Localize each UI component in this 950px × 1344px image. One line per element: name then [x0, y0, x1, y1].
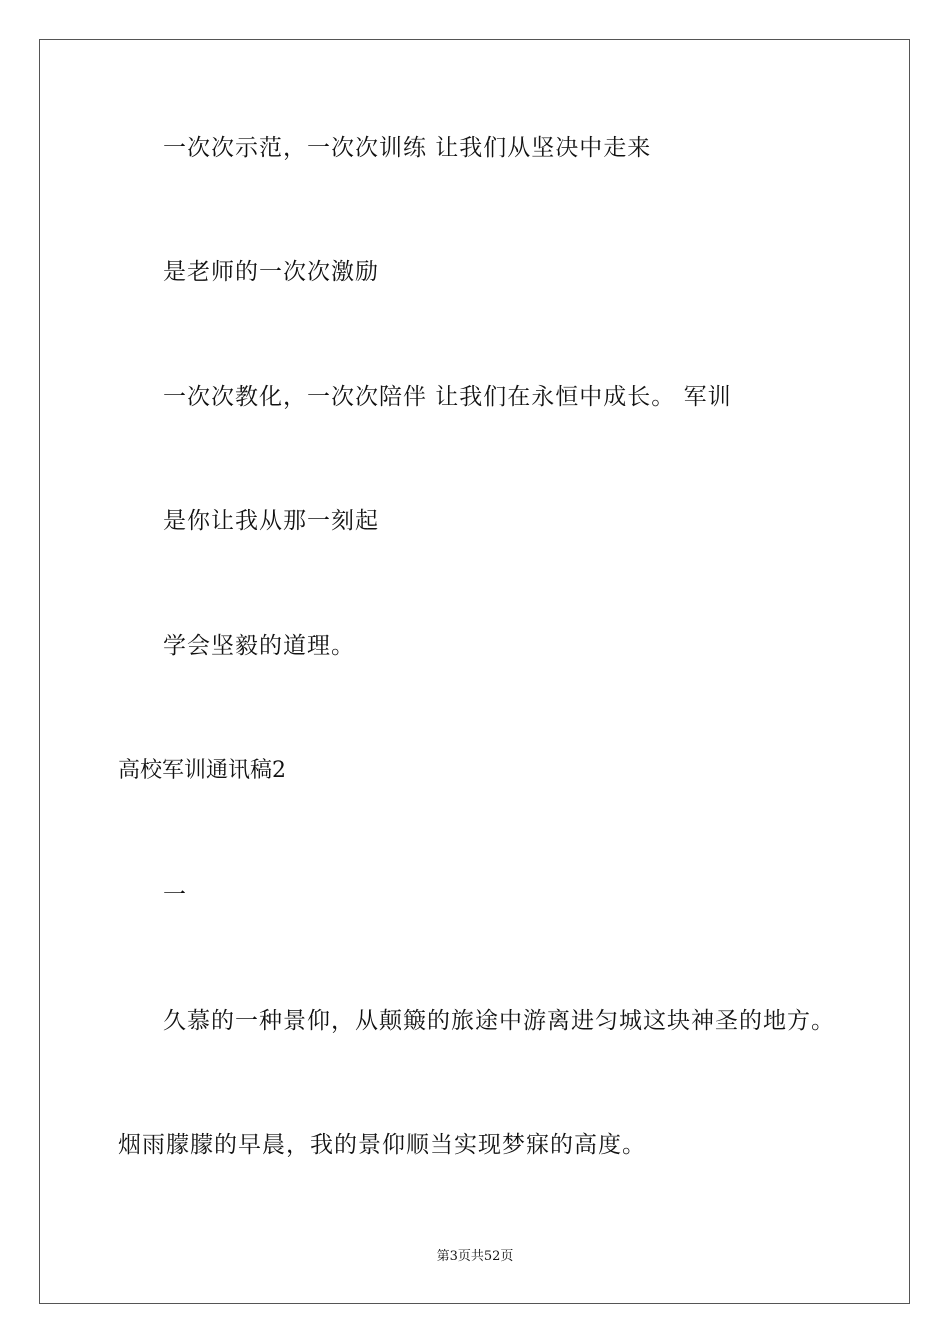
- body-line-9: 烟雨朦朦的早晨，我的景仰顺当实现梦寐的高度。: [118, 1132, 646, 1158]
- page-number: 第3页: [436, 1249, 471, 1264]
- body-line-7: 一: [163, 882, 187, 908]
- section-heading: 高校军训通讯稿2: [118, 758, 286, 783]
- body-line-4: 是你让我从那一刻起: [163, 508, 379, 534]
- body-line-3: 一次次教化，一次次陪伴 让我们在永恒中成长。 军训: [163, 384, 732, 410]
- body-line-5: 学会坚毅的道理。: [163, 633, 355, 659]
- page-border: [39, 39, 910, 1304]
- body-line-2: 是老师的一次次激励: [163, 259, 379, 285]
- body-line-8: 久慕的一种景仰，从颠簸的旅途中游离进匀城这块神圣的地方。: [163, 1008, 835, 1034]
- page-total: 共52页: [470, 1249, 514, 1264]
- body-line-1: 一次次示范，一次次训练 让我们从坚决中走来: [163, 135, 652, 161]
- page-footer: [0, 1248, 950, 1266]
